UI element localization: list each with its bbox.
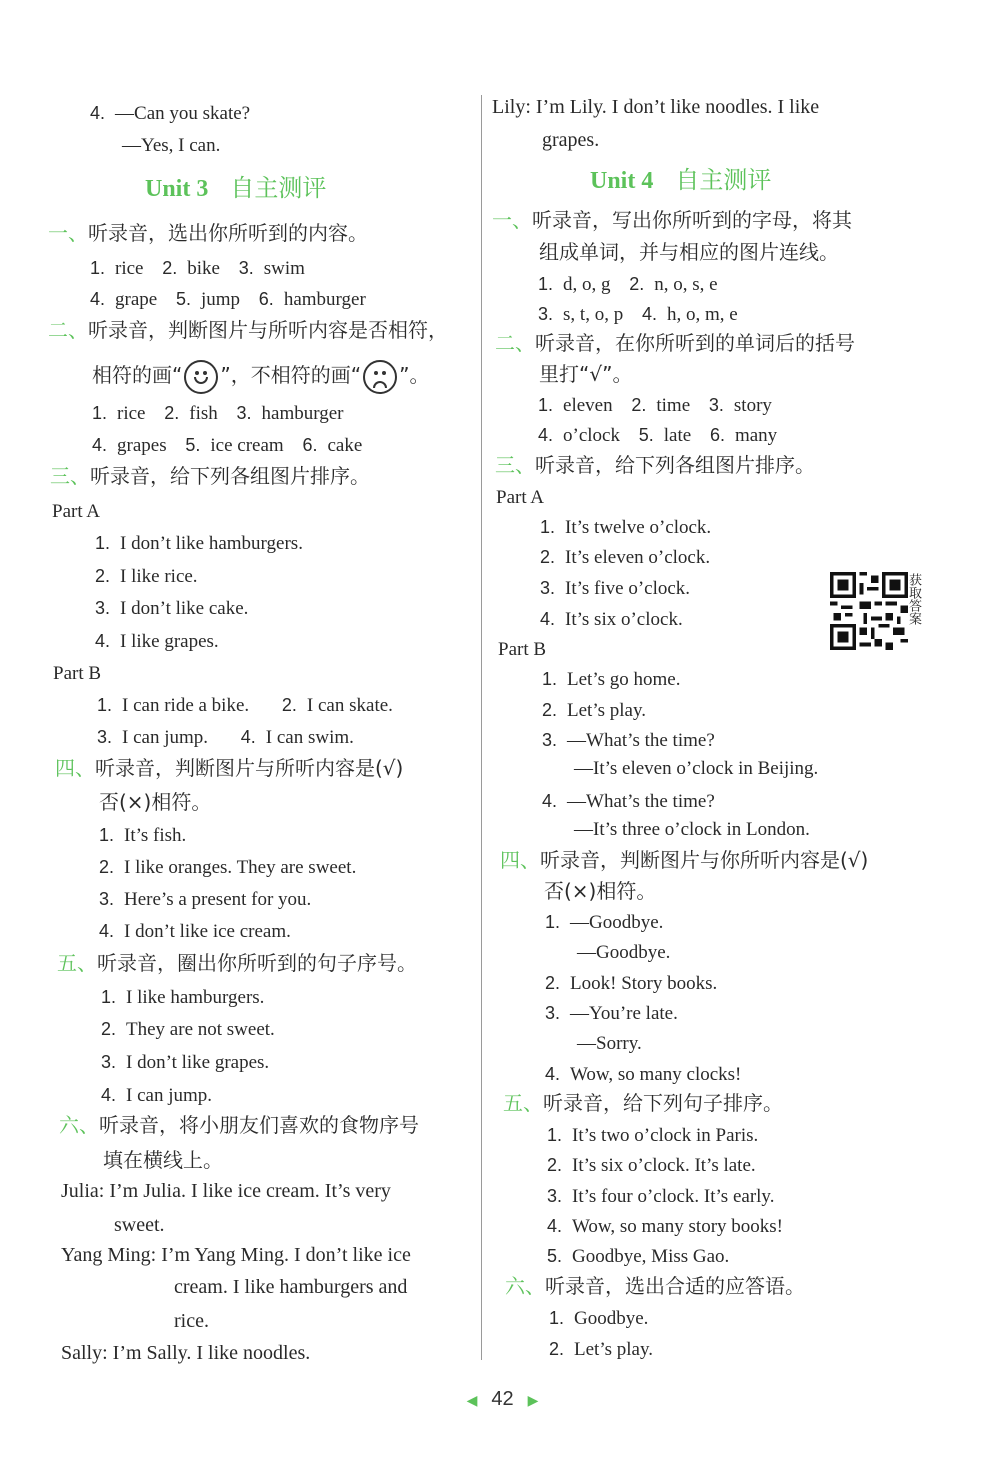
list-item: 1. It’s fish. bbox=[99, 825, 187, 846]
section-heading: 一、听录音，选出你所听到的内容。 bbox=[48, 221, 368, 245]
list-item: 1. It’s two o’clock in Paris. bbox=[547, 1125, 759, 1146]
list-item: —Goodbye. bbox=[577, 942, 671, 963]
list-item: 1. I like hamburgers. bbox=[101, 987, 265, 1008]
list-item: 2. They are not sweet. bbox=[101, 1019, 275, 1040]
section-heading-cont: 里打“√”。 bbox=[539, 362, 633, 386]
list-item: 4. It’s six o’clock. bbox=[540, 609, 683, 630]
dialogue-line: grapes. bbox=[542, 129, 600, 151]
list-item: 2. Let’s play. bbox=[549, 1339, 653, 1360]
word-row: 4. o’clock 5. late 6. many bbox=[538, 425, 778, 446]
list-item: 3. I don’t like grapes. bbox=[101, 1052, 270, 1073]
section-heading: 四、听录音，判断图片与所听内容是(√) bbox=[55, 756, 404, 780]
section-heading: 三、听录音，给下列各组图片排序。 bbox=[495, 453, 815, 477]
section-heading: 三、听录音，给下列各组图片排序。 bbox=[50, 464, 370, 488]
list-item: 2. Let’s play. bbox=[542, 700, 646, 721]
section-heading: 二、听录音，在你所听到的单词后的括号 bbox=[495, 331, 855, 355]
letter-row: 1. d, o, g 2. n, o, s, e bbox=[538, 274, 718, 295]
section-heading-cont: 否(×)相符。 bbox=[544, 879, 657, 903]
list-item: —It’s eleven o’clock in Beijing. bbox=[574, 758, 819, 779]
prev-arrow-icon: ◀ bbox=[466, 1392, 478, 1408]
section-heading: 四、听录音，判断图片与你所听内容是(√) bbox=[500, 848, 869, 872]
list-item: 1. —Goodbye. bbox=[545, 912, 664, 933]
dialogue-line: Yang Ming: I’m Yang Ming. I don’t like ice bbox=[61, 1244, 411, 1266]
section-heading: 二、听录音，判断图片与所听内容是否相符， bbox=[48, 318, 448, 342]
list-item: 3. I don’t like cake. bbox=[95, 598, 249, 619]
part-label: Part A bbox=[496, 487, 545, 508]
column-divider bbox=[481, 95, 482, 1360]
list-item: 2. It’s eleven o’clock. bbox=[540, 547, 711, 568]
qr-caption: 获取答案 bbox=[906, 573, 921, 625]
section-heading: 一、听录音，写出你所听到的字母，将其 bbox=[492, 208, 852, 232]
word-row: 4. grapes 5. ice cream 6. cake bbox=[92, 435, 363, 456]
list-item: 2. Look! Story books. bbox=[545, 973, 718, 994]
unit-3-heading: Unit 3 自主测评 bbox=[145, 174, 327, 202]
section-heading: 六、听录音，选出合适的应答语。 bbox=[505, 1274, 805, 1298]
section-heading: 六、听录音，将小朋友们喜欢的食物序号 bbox=[59, 1113, 419, 1137]
dialogue-line: sweet. bbox=[114, 1214, 165, 1236]
list-item: 3. It’s four o’clock. It’s early. bbox=[547, 1186, 775, 1207]
list-item: 4. —Can you skate? bbox=[90, 103, 251, 124]
list-row: 3. I can jump. 4. I can swim. bbox=[97, 727, 354, 748]
list-item: 4. Wow, so many story books! bbox=[547, 1216, 783, 1237]
list-row: 1. I can ride a bike. 2. I can skate. bbox=[97, 695, 393, 716]
list-item: 1. Let’s go home. bbox=[542, 669, 681, 690]
dialogue-line: Sally: I’m Sally. I like noodles. bbox=[61, 1342, 311, 1364]
list-item: —Yes, I can. bbox=[122, 135, 221, 156]
word-row: 1. rice 2. bike 3. swim bbox=[90, 258, 305, 279]
list-item: 4. I can jump. bbox=[101, 1085, 213, 1106]
list-item: 4. Wow, so many clocks! bbox=[545, 1064, 742, 1085]
word-row: 1. rice 2. fish 3. hamburger bbox=[92, 403, 344, 424]
list-item: 1. Goodbye. bbox=[549, 1308, 649, 1329]
section-heading: 五、听录音，圈出你所听到的句子序号。 bbox=[57, 951, 417, 975]
list-item: 2. It’s six o’clock. It’s late. bbox=[547, 1155, 756, 1176]
word-row: 1. eleven 2. time 3. story bbox=[538, 395, 772, 416]
next-arrow-icon: ▶ bbox=[527, 1392, 539, 1408]
word-row: 4. grape 5. jump 6. hamburger bbox=[90, 289, 366, 310]
letter-row: 3. s, t, o, p 4. h, o, m, e bbox=[538, 304, 738, 325]
list-item: —Sorry. bbox=[577, 1033, 642, 1054]
list-item: 2. I like rice. bbox=[95, 566, 198, 587]
unit-4-heading: Unit 4 自主测评 bbox=[590, 166, 772, 194]
dialogue-line: Lily: I’m Lily. I don’t like noodles. I like bbox=[492, 96, 820, 118]
dialogue-line: Julia: I’m Julia. I like ice cream. It’s very bbox=[61, 1180, 391, 1202]
dialogue-line: rice. bbox=[174, 1310, 209, 1332]
section-heading-cont: 否(×)相符。 bbox=[99, 790, 212, 814]
part-label: Part B bbox=[498, 639, 547, 660]
list-item: 4. —What’s the time? bbox=[542, 791, 715, 812]
list-item: 3. Here’s a present for you. bbox=[99, 889, 312, 910]
smiley-face-icon bbox=[184, 360, 218, 394]
section-heading-cont: 填在横线上。 bbox=[103, 1148, 223, 1172]
section-heading-cont: 组成单词，并与相应的图片连线。 bbox=[539, 240, 839, 264]
page-number: ◀ 42 ▶ bbox=[466, 1388, 539, 1410]
list-item: 5. Goodbye, Miss Gao. bbox=[547, 1246, 730, 1267]
dialogue-line: cream. I like hamburgers and bbox=[174, 1276, 408, 1298]
list-item: 1. I don’t like hamburgers. bbox=[95, 533, 303, 554]
list-item: 3. It’s five o’clock. bbox=[540, 578, 691, 599]
qr-code-icon[interactable] bbox=[830, 572, 908, 650]
list-item: 3. —You’re late. bbox=[545, 1003, 678, 1024]
part-label: Part A bbox=[52, 501, 101, 522]
list-item: —It’s three o’clock in London. bbox=[574, 819, 810, 840]
part-label: Part B bbox=[53, 663, 102, 684]
list-item: 2. I like oranges. They are sweet. bbox=[99, 857, 357, 878]
list-item: 4. I like grapes. bbox=[95, 631, 219, 652]
list-item: 4. I don’t like ice cream. bbox=[99, 921, 291, 942]
section-heading: 五、听录音，给下列句子排序。 bbox=[503, 1091, 783, 1115]
sad-face-icon bbox=[363, 360, 397, 394]
list-item: 3. —What’s the time? bbox=[542, 730, 715, 751]
list-item: 1. It’s twelve o’clock. bbox=[540, 517, 712, 538]
section-heading-cont: 相符的画“ ”，不相符的画“ ”。 bbox=[92, 357, 429, 394]
